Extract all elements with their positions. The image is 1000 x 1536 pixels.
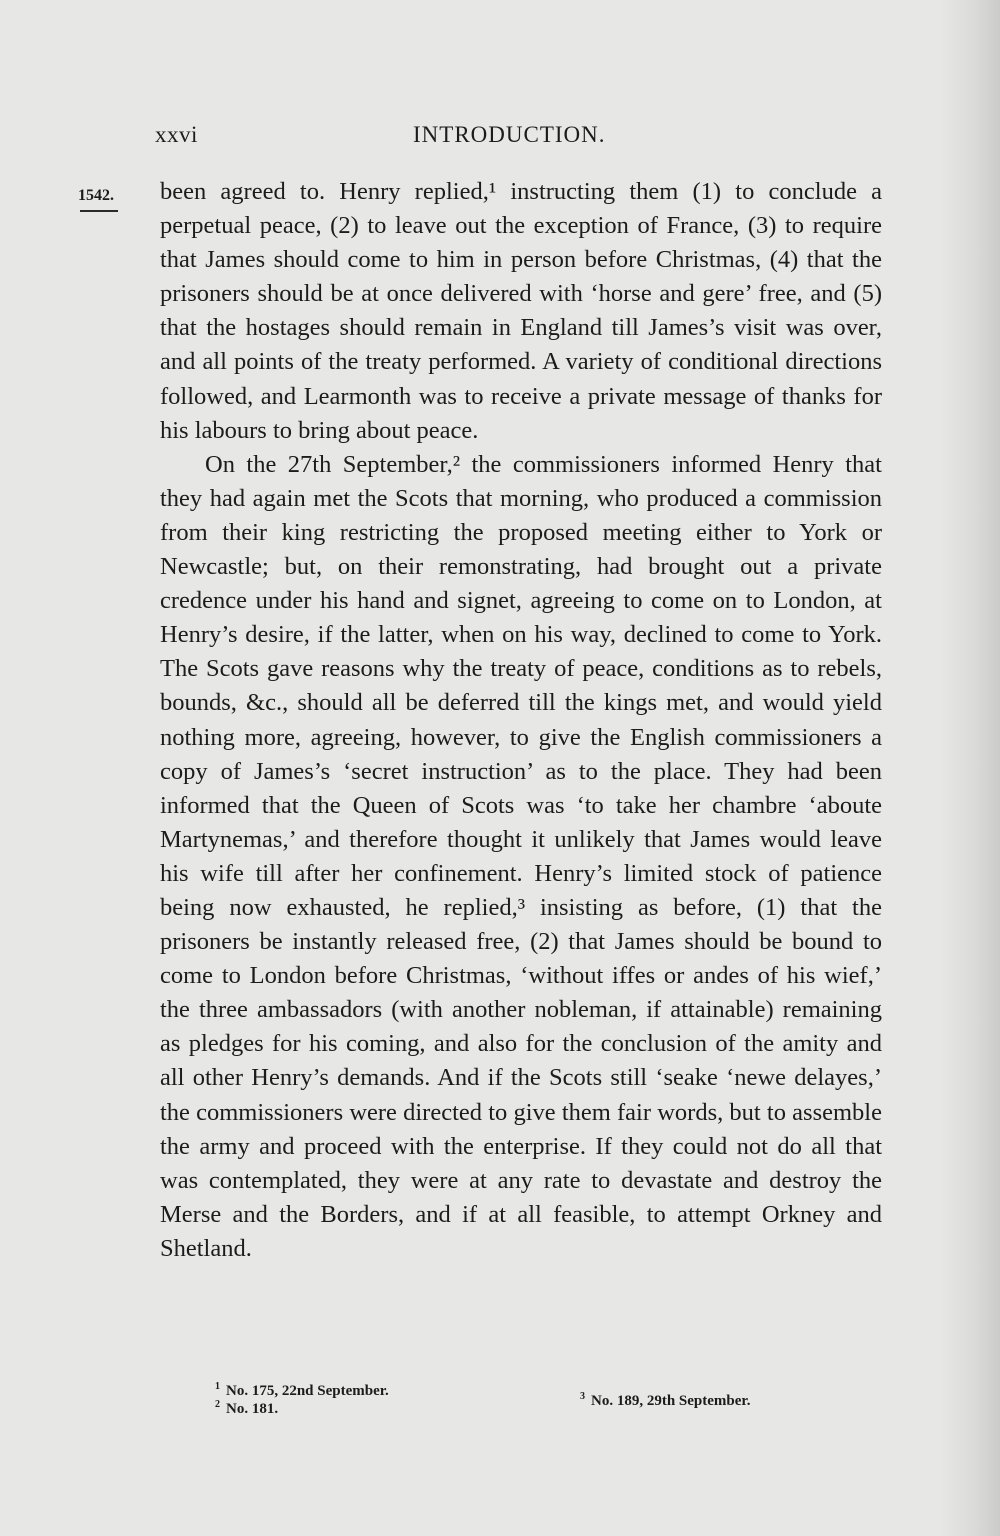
footnote-2 — [215, 1401, 278, 1418]
body-text — [160, 175, 882, 1266]
footnote-1 — [215, 1383, 389, 1400]
footnote-mark: 1 — [215, 1381, 220, 1392]
page-edge-shadow — [940, 0, 1000, 1536]
footnote-text: No. 181. — [226, 1401, 279, 1417]
paragraph-1: been agreed to. Henry replied,¹ instructing them (1) to conclude a perpetual peace, (2) to leave out the exception of France, (3) to require that James should come to him in person before Christmas, (4) that the prisoners should be at once delivered with ‘horse and gere’ free, and (5) that the hostages should remain in England till James’s visit was over, and all points of the treaty performed. A variety of conditional directions followed, and Learmonth was to receive a private message of thanks for his labours to bring about peace. — [160, 178, 882, 444]
footnote-3 — [580, 1393, 750, 1410]
margin-rule — [80, 210, 118, 212]
page-number: xxvi — [155, 122, 198, 147]
running-title: INTRODUCTION. — [413, 122, 606, 147]
footnotes — [215, 1383, 815, 1433]
footnote-text: No. 175, 22nd September. — [226, 1383, 389, 1399]
paragraph-2: On the 27th September,² the commissioners informed Henry that they had again met the Scots that morning, who produced a commission from their king restricting the proposed meeting either to York or Newcastle; but, on their remonstrating, had brought out a private credence under his hand and signet, agreeing to come on to London, at Henry’s desire, if the latter, when on his way, declined to come to York. The Scots gave reasons why the treaty of peace, conditions as to rebels, bounds, &c., should all be deferred till the kings met, and would yield nothing more, agreeing, however, to give the English commissioners a copy of James’s ‘secret instruction’ as to the place. They had been informed that the Queen of Scots was ‘to take her chambre ‘aboute Martynemas,’ and therefore thought it unlikely that James would leave his wife till after her confinement. Henry’s limited stock of patience being now exhausted, he replied,³ insisting as before, (1) that the prisoners be instantly released free, (2) that James should be bound to come to London before Christmas, ‘without iffes or andes of his wief,’ the three ambassadors (with another nobleman, if attainable) remaining as pledges for his coming, and also for the conclusion of the amity and all other Henry’s demands. And if the Scots still ‘seake ‘newe delayes,’ the commissioners were directed to give them fair words, but to assemble the army and proceed with the enterprise. If they could not do all that was contemplated, they were at any rate to devastate and destroy the Merse and the Borders, and if at all feasible, to attempt Orkney and Shetland. — [160, 450, 882, 1262]
margin-year-note: 1542. — [78, 187, 114, 204]
footnote-mark: 2 — [215, 1399, 220, 1410]
page-header — [155, 122, 885, 152]
footnote-text: No. 189, 29th September. — [591, 1393, 751, 1409]
footnote-mark: 3 — [580, 1391, 585, 1402]
